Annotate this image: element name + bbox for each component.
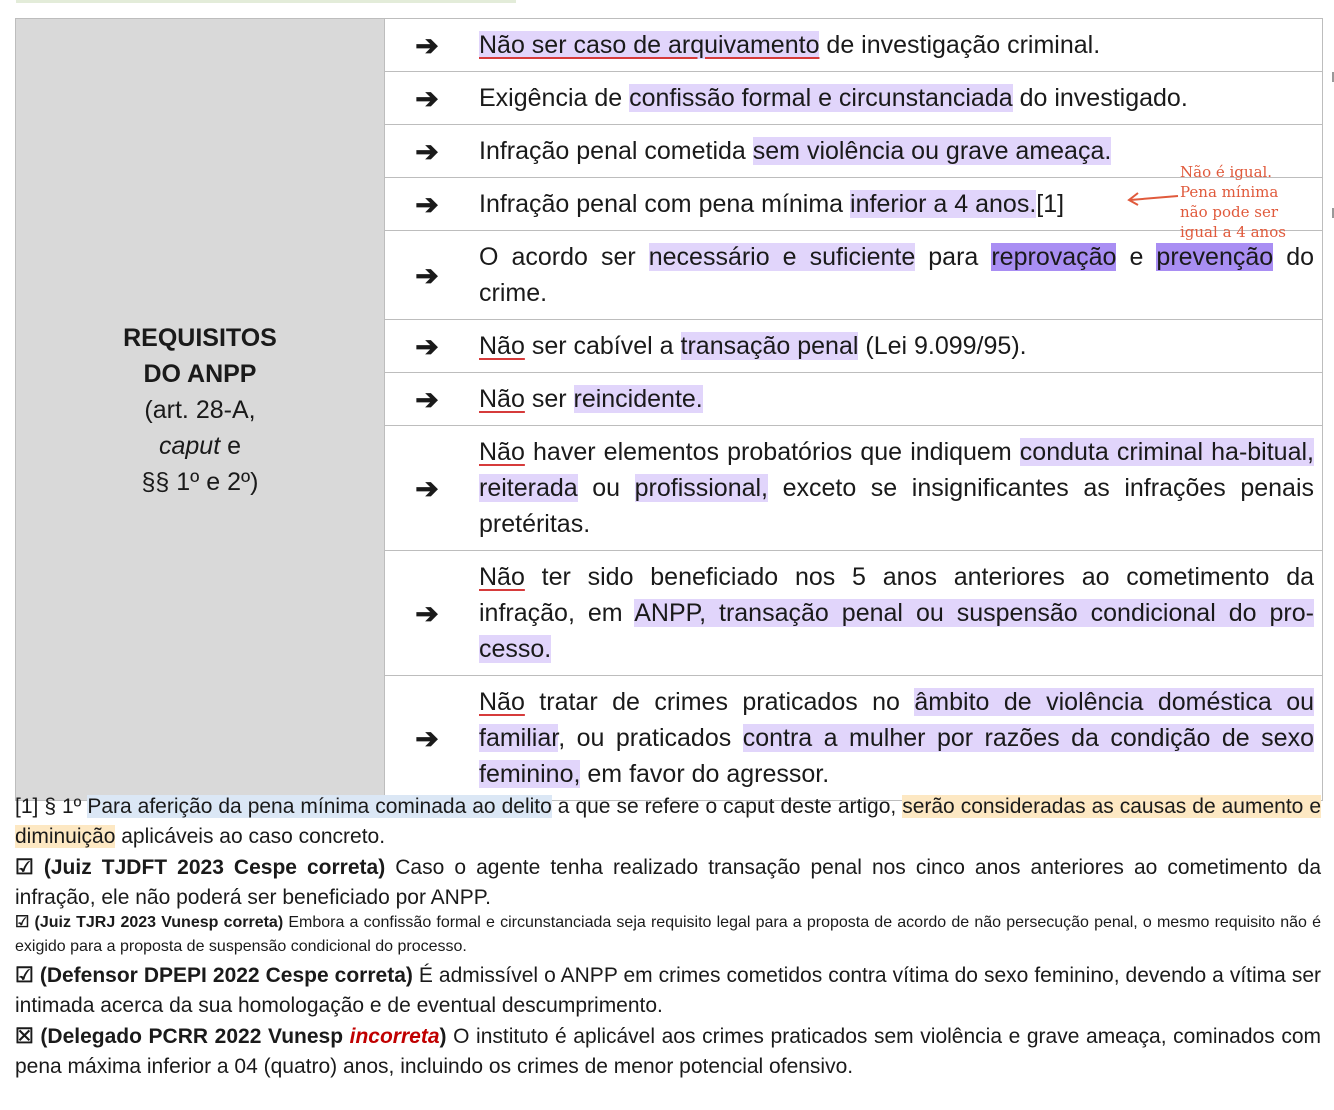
footnote-ref-link[interactable]: [1] [1036,190,1065,218]
requirement-text: Exigência de confissão formal e circunstanciada do investigado. [469,72,1323,125]
arrow-icon: ➔ [385,676,470,801]
requirement-text: Não ser cabível a transação penal (Lei 9.099/95). [469,320,1323,373]
requirement-text: Não haver elementos probatórios que indiquem conduta criminal ha-bitual, reiterada ou profissional, exceto se insignificantes as infrações penais pretéritas. [469,426,1323,551]
exam-question-1: ☑ (Juiz TJDFT 2023 Cespe correta) Caso o agente tenha realizado transação penal nos cinco anos anteriores ao cometimento da infração, ele não poderá ser beneficiado por ANPP. [15,856,1321,909]
label-line-2: DO ANPP [143,359,257,388]
requirement-text: Não tratar de crimes praticados no âmbito de violência doméstica ou familiar, ou praticados contra a mulher por razões da condição de sexo feminino, em favor do agressor. [469,676,1323,801]
top-divider-line [16,0,516,3]
requirement-text: Não ser reincidente. [469,373,1323,426]
checkbox-checked-icon: ☑ [15,856,34,879]
checkbox-crossed-icon: ☒ [15,1025,34,1048]
arrow-icon: ➔ [385,373,470,426]
requirement-text: Infração penal cometida sem violência ou grave ameaça. [469,125,1323,178]
requirement-text: Infração penal com pena mínima inferior a 4 anos.[1] [469,178,1323,231]
exam-question-3: ☑ (Defensor DPEPI 2022 Cespe correta) É admissível o ANPP em crimes cometidos contra vítima do sexo feminino, devendo a vítima ser intimada acerca da sua homologação e de eventual descumprimento. [15,964,1322,1017]
arrow-icon: ➔ [385,72,470,125]
arrow-icon: ➔ [385,320,470,373]
requirement-text: Não ser caso de arquivamento de investigação criminal. [469,19,1323,72]
exam-question-2: ☑ (Juiz TJRJ 2023 Vunesp correta) Embora a confissão formal e circunstanciada seja requisito legal para a proposta de acordo de não persecução penal, o mesmo requisito não é exigido para a proposta de suspensão condicional do processo. [15,914,1322,955]
arrow-icon: ➔ [385,178,470,231]
label-line-3: (art. 28-A, [144,395,256,424]
label-line-5: §§ 1º e 2º) [141,467,259,496]
requirements-table [15,18,1323,801]
label-line-1: REQUISITOS [123,323,277,352]
requirement-text: Não ter sido beneficiado nos 5 anos anteriores ao cometimento da infração, em ANPP, transação penal ou suspensão condicional do pro-cesso. [469,551,1323,676]
checkbox-checked-icon: ☑ [15,964,34,987]
exam-question-4: ☒ (Delegado PCRR 2022 Vunesp incorreta) O instituto é aplicável aos crimes praticados sem violência e grave ameaça, cominados com pena máxima inferior a 04 (quatro) anos, incluindo os crimes de menor potencial ofensivo. [15,1025,1321,1078]
arrow-icon: ➔ [385,426,470,551]
arrow-icon: ➔ [385,19,470,72]
table-row [16,19,1323,72]
arrow-icon: ➔ [385,125,470,178]
requirement-text: O acordo ser necessário e suficiente para reprovação e prevenção do crime. [469,231,1323,320]
annotation-arrow-icon [1126,188,1182,208]
label-line-4: caput e [158,431,242,460]
arrow-icon: ➔ [385,231,470,320]
arrow-icon: ➔ [385,551,470,676]
footnote: [1] § 1º Para aferição da pena mínima cominada ao delito a que se refere o caput deste artigo, serão consideradas as causas de aumento e diminuição aplicáveis ao caso concreto. [15,795,1321,848]
checkbox-checked-icon: ☑ [15,914,30,931]
handwritten-annotation: Não é igual. Pena mínima não pode ser igual a 4 anos [1180,163,1286,241]
requirements-label-cell [16,19,385,801]
